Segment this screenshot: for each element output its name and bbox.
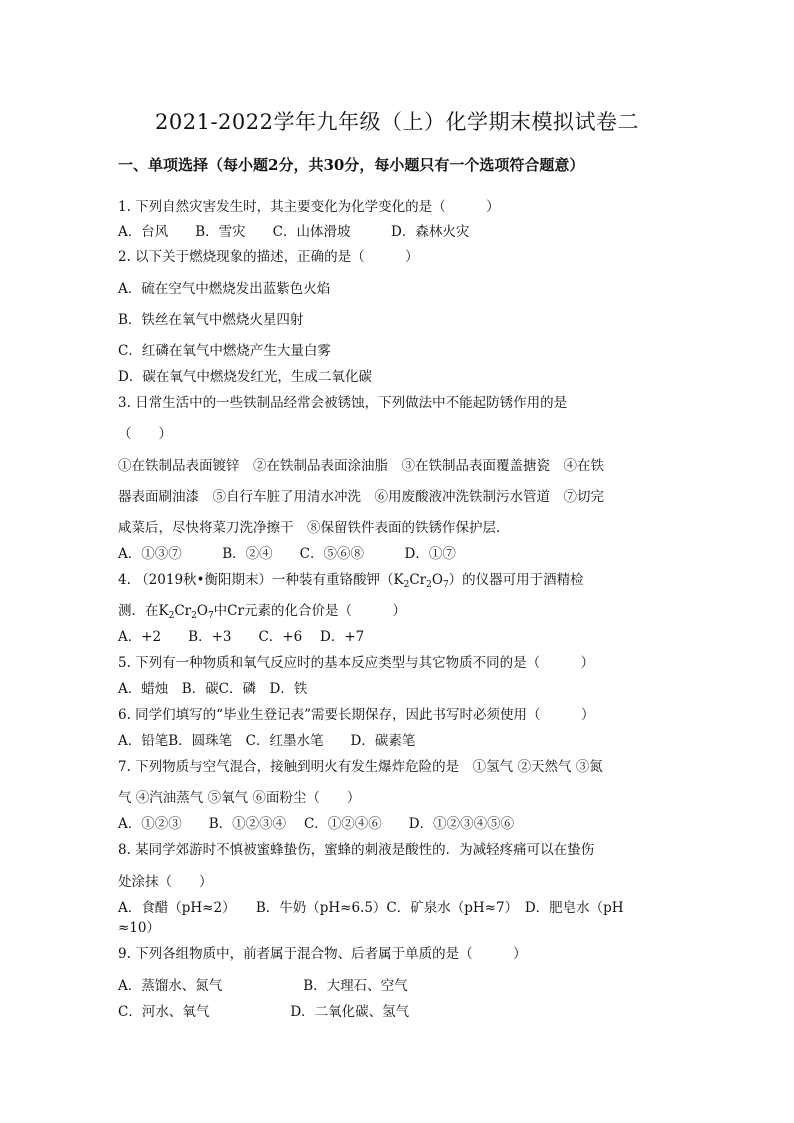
q7-stem: 7. 下列物质与空气混合，接触到明火有发生爆炸危险的是 ①氢气 ②天然气 ③氮 <box>118 759 603 775</box>
q2-option-b: B．铁丝在氧气中燃烧火星四射 <box>118 312 304 328</box>
q8-stem: 8. 某同学郊游时不慎被蜜蜂蛰伤，蜜蜂的刺液是酸性的．为减轻疼痛可以在蛰伤 <box>118 842 595 858</box>
q2-option-a: A．硫在空气中燃烧发出蓝紫色火焰 <box>118 281 331 297</box>
q9-stem: 9. 下列各组物质中，前者属于混合物、后者属于单质的是（ ） <box>118 946 527 962</box>
q9-options-ab: A．蒸馏水、氮气 B．大理石、空气 <box>118 978 408 994</box>
q7-options: A．①②③ B．①②③④ C．①②④⑥ D．①②③④⑤⑥ <box>118 816 515 832</box>
q1-stem: 1. 下列自然灾害发生时，其主要变化为化学变化的是（ ） <box>118 199 500 215</box>
q8-line2: 处涂抹（ ） <box>118 874 213 890</box>
q6-options: A．铅笔B．圆珠笔 C．红墨水笔 D．碳素笔 <box>118 733 416 749</box>
q4-formula-2: $K_2Cr_2O_7$ <box>158 603 214 621</box>
q4-line2 <box>118 602 406 620</box>
q3-options: A．①③⑦ B．②④ C．⑤⑥⑧ D．①⑦ <box>118 546 456 562</box>
q6-stem: 6. 同学们填写的“毕业生登记表”需要长期保存，因此书写时必须使用（ ） <box>118 707 595 723</box>
q3-list-line2: 器表面刷油漆 ⑤自行车脏了用清水冲洗 ⑥用废酸液冲洗铁制污水管道 ⑦切完 <box>118 489 604 505</box>
q9-options-cd: C．河水、氧气 D．二氧化碳、氢气 <box>118 1004 410 1020</box>
q4-stem-pre: 4. （2019秋•衡阳期末）一种装有重铬酸钾（ <box>118 572 394 588</box>
q4-stem-post: ）的仪器可用于酒精检 <box>448 572 584 588</box>
q4-formula-1: $K_2Cr_2O_7$ <box>393 572 449 590</box>
q8-options-wrap: ≈10） <box>118 920 160 936</box>
q3-list-line1: ①在铁制品表面镀锌 ②在铁制品表面涂油脂 ③在铁制品表面覆盖搪瓷 ④在铁 <box>118 458 604 474</box>
q4-line2-post: 中Cr元素的化合价是（ ） <box>213 603 406 619</box>
q8-options: A．食醋（pH≈2） B．牛奶（pH≈6.5）C．矿泉水（pH≈7） D．肥皂水（pH <box>118 900 624 916</box>
q4-stem <box>118 571 584 589</box>
page-title: 2021-2022学年九年级（上）化学期末模拟试卷二 <box>155 110 639 134</box>
q5-options: A．蜡烛 B．碳C．磷 D．铁 <box>118 681 308 697</box>
q3-stem: 3. 日常生活中的一些铁制品经常会被锈蚀，下列做法中不能起防锈作用的是 <box>118 395 568 411</box>
q2-stem: 2. 以下关于燃烧现象的描述，正确的是（ ） <box>118 249 419 265</box>
q3-list-line3: 咸菜后，尽快将菜刀洗净擦干 ⑧保留铁件表面的铁锈作保护层． <box>118 520 510 536</box>
q2-option-c: C．红磷在氧气中燃烧产生大量白雾 <box>118 343 331 359</box>
q2-option-d: D．碳在氧气中燃烧发红光，生成二氧化碳 <box>118 369 372 385</box>
q7-line2: 气 ④汽油蒸气 ⑤氧气 ⑥面粉尘（ ） <box>118 790 361 806</box>
q5-stem: 5. 下列有一种物质和氧气反应时的基本反应类型与其它物质不同的是（ ） <box>118 655 595 671</box>
q4-options: A．+2 B．+3 C．+6 D．+7 <box>118 629 365 645</box>
q4-line2-pre: 测．在 <box>118 603 159 619</box>
q1-options: A．台风 B．雪灾 C．山体滑坡 D．森林火灾 <box>118 224 470 240</box>
q3-paren: （ ） <box>118 426 172 442</box>
section-heading: 一、单项选择（每小题2分，共30分，每小题只有一个选项符合题意） <box>118 156 585 174</box>
